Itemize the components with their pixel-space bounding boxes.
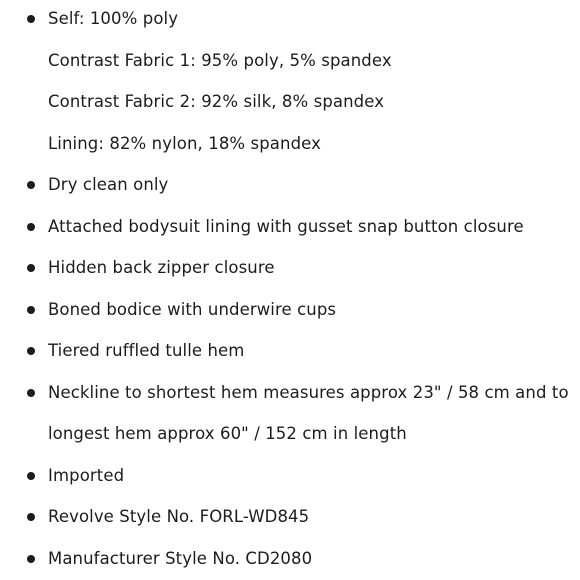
list-item: [0, 547, 580, 571]
bullet-icon: [27, 264, 35, 272]
list-item: [0, 381, 580, 405]
measurements-line-2: longest hem approx 60" / 152 cm in length: [48, 424, 407, 443]
list-item: [0, 505, 580, 529]
list-item: [0, 298, 580, 322]
manufacturer-style-number: Manufacturer Style No. CD2080: [48, 549, 313, 568]
bullet-icon: [27, 181, 35, 189]
zipper-closure: Hidden back zipper closure: [48, 258, 275, 277]
revolve-style-number: Revolve Style No. FORL-WD845: [48, 507, 310, 526]
composition-self: Self: 100% poly: [48, 9, 179, 28]
composition-lining: Lining: 82% nylon, 18% spandex: [48, 134, 321, 153]
list-item: [0, 173, 580, 197]
list-item-continuation: [0, 422, 580, 446]
bullet-icon: [27, 513, 35, 521]
composition-contrast-fabric-1: Contrast Fabric 1: 95% poly, 5% spandex: [48, 51, 392, 70]
list-item: [0, 7, 580, 31]
bullet-icon: [27, 15, 35, 23]
origin: Imported: [48, 466, 125, 485]
tulle-hem: Tiered ruffled tulle hem: [48, 341, 245, 360]
care-instructions: Dry clean only: [48, 175, 169, 194]
list-item-continuation: [0, 49, 580, 73]
bullet-icon: [27, 472, 35, 480]
list-item: [0, 256, 580, 280]
bullet-icon: [27, 223, 35, 231]
list-item-continuation: [0, 90, 580, 114]
composition-contrast-fabric-2: Contrast Fabric 2: 92% silk, 8% spandex: [48, 92, 385, 111]
list-item: [0, 215, 580, 239]
list-item: [0, 464, 580, 488]
measurements-line-1: Neckline to shortest hem measures approx 23" / 58 cm and to: [48, 383, 569, 402]
list-item-continuation: [0, 132, 580, 156]
bullet-icon: [27, 347, 35, 355]
boned-bodice: Boned bodice with underwire cups: [48, 300, 337, 319]
bodysuit-lining: Attached bodysuit lining with gusset snap button closure: [48, 217, 524, 236]
list-item: [0, 339, 580, 363]
bullet-icon: [27, 389, 35, 397]
bullet-icon: [27, 555, 35, 563]
bullet-icon: [27, 306, 35, 314]
